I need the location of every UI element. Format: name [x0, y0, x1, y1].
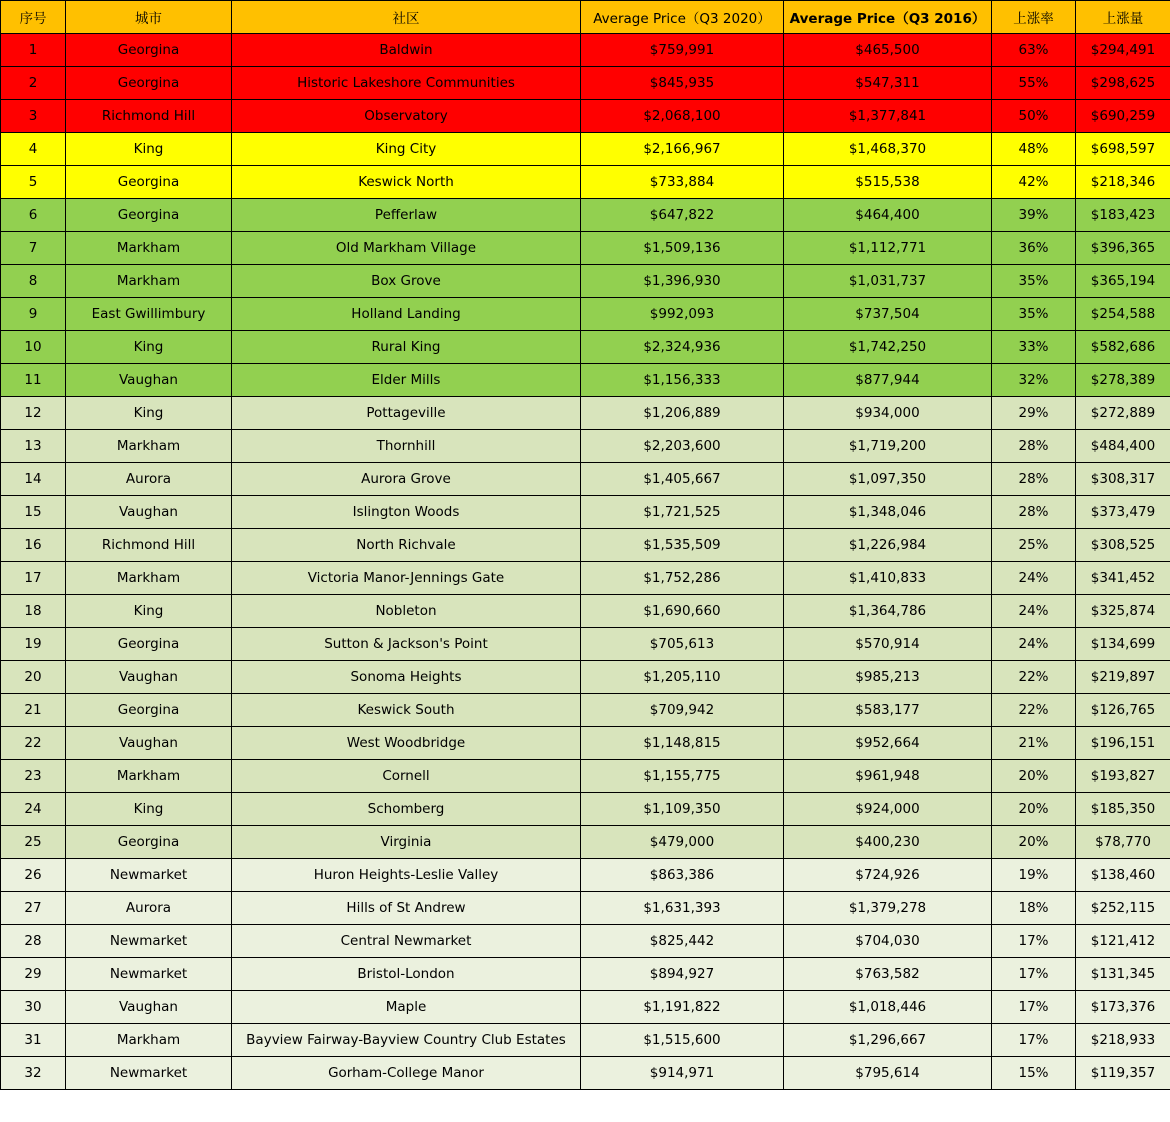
- cell-city: Markham: [66, 1024, 232, 1057]
- cell-city: Georgina: [66, 166, 232, 199]
- table-row: [1, 892, 1170, 925]
- cell-increase-rate: 25%: [992, 529, 1076, 562]
- cell-increase-amount: $138,460: [1076, 859, 1170, 892]
- cell-price-2016: $1,226,984: [784, 529, 992, 562]
- cell-price-2016: $763,582: [784, 958, 992, 991]
- cell-price-2016: $570,914: [784, 628, 992, 661]
- cell-community: Holland Landing: [232, 298, 581, 331]
- cell-price-2016: $934,000: [784, 397, 992, 430]
- cell-city: Markham: [66, 562, 232, 595]
- cell-price-2020: $845,935: [581, 67, 784, 100]
- cell-price-2020: $894,927: [581, 958, 784, 991]
- cell-city: King: [66, 595, 232, 628]
- cell-price-2020: $914,971: [581, 1057, 784, 1090]
- cell-community: Gorham-College Manor: [232, 1057, 581, 1090]
- cell-price-2020: $1,148,815: [581, 727, 784, 760]
- cell-rank: 3: [1, 100, 66, 133]
- header-price-2020: Average Price（Q3 2020）: [581, 1, 784, 34]
- cell-increase-rate: 15%: [992, 1057, 1076, 1090]
- table-row: [1, 826, 1170, 859]
- cell-increase-rate: 42%: [992, 166, 1076, 199]
- table-header: [1, 1, 1170, 34]
- cell-city: Newmarket: [66, 859, 232, 892]
- cell-increase-rate: 20%: [992, 826, 1076, 859]
- cell-price-2020: $1,156,333: [581, 364, 784, 397]
- header-increase-rate: 上涨率: [992, 1, 1076, 34]
- cell-price-2016: $1,410,833: [784, 562, 992, 595]
- cell-price-2016: $1,377,841: [784, 100, 992, 133]
- cell-increase-rate: 17%: [992, 925, 1076, 958]
- table-row: [1, 133, 1170, 166]
- cell-price-2016: $795,614: [784, 1057, 992, 1090]
- cell-rank: 9: [1, 298, 66, 331]
- cell-city: Vaughan: [66, 727, 232, 760]
- cell-increase-rate: 19%: [992, 859, 1076, 892]
- cell-price-2020: $2,203,600: [581, 430, 784, 463]
- cell-price-2020: $1,191,822: [581, 991, 784, 1024]
- cell-community: Rural King: [232, 331, 581, 364]
- cell-increase-rate: 29%: [992, 397, 1076, 430]
- cell-price-2016: $961,948: [784, 760, 992, 793]
- cell-community: Islington Woods: [232, 496, 581, 529]
- cell-price-2020: $825,442: [581, 925, 784, 958]
- cell-increase-rate: 50%: [992, 100, 1076, 133]
- cell-rank: 32: [1, 1057, 66, 1090]
- cell-price-2020: $759,991: [581, 34, 784, 67]
- cell-price-2020: $1,690,660: [581, 595, 784, 628]
- table-row: [1, 958, 1170, 991]
- cell-rank: 11: [1, 364, 66, 397]
- table-row: [1, 34, 1170, 67]
- cell-price-2016: $1,742,250: [784, 331, 992, 364]
- cell-rank: 7: [1, 232, 66, 265]
- cell-increase-amount: $185,350: [1076, 793, 1170, 826]
- cell-price-2016: $1,348,046: [784, 496, 992, 529]
- cell-price-2020: $863,386: [581, 859, 784, 892]
- cell-rank: 30: [1, 991, 66, 1024]
- cell-rank: 13: [1, 430, 66, 463]
- cell-price-2016: $985,213: [784, 661, 992, 694]
- table-row: [1, 265, 1170, 298]
- table-row: [1, 991, 1170, 1024]
- cell-price-2016: $1,018,446: [784, 991, 992, 1024]
- cell-price-2016: $515,538: [784, 166, 992, 199]
- cell-price-2020: $647,822: [581, 199, 784, 232]
- cell-rank: 8: [1, 265, 66, 298]
- cell-increase-amount: $272,889: [1076, 397, 1170, 430]
- cell-price-2016: $465,500: [784, 34, 992, 67]
- cell-rank: 28: [1, 925, 66, 958]
- cell-community: Bristol-London: [232, 958, 581, 991]
- cell-price-2016: $1,468,370: [784, 133, 992, 166]
- cell-increase-rate: 18%: [992, 892, 1076, 925]
- cell-price-2016: $737,504: [784, 298, 992, 331]
- cell-rank: 26: [1, 859, 66, 892]
- table-row: [1, 661, 1170, 694]
- cell-rank: 5: [1, 166, 66, 199]
- cell-price-2020: $1,405,667: [581, 463, 784, 496]
- table-row: [1, 166, 1170, 199]
- cell-city: Vaughan: [66, 364, 232, 397]
- cell-price-2016: $1,364,786: [784, 595, 992, 628]
- cell-increase-amount: $308,525: [1076, 529, 1170, 562]
- cell-city: Markham: [66, 760, 232, 793]
- header-increase-amount: 上涨量: [1076, 1, 1170, 34]
- cell-increase-amount: $173,376: [1076, 991, 1170, 1024]
- cell-community: Keswick South: [232, 694, 581, 727]
- cell-increase-amount: $582,686: [1076, 331, 1170, 364]
- cell-community: Victoria Manor-Jennings Gate: [232, 562, 581, 595]
- cell-city: Newmarket: [66, 925, 232, 958]
- cell-city: Georgina: [66, 694, 232, 727]
- table-row: [1, 694, 1170, 727]
- cell-community: Keswick North: [232, 166, 581, 199]
- cell-increase-rate: 28%: [992, 430, 1076, 463]
- cell-price-2020: $705,613: [581, 628, 784, 661]
- cell-community: Elder Mills: [232, 364, 581, 397]
- cell-price-2016: $1,097,350: [784, 463, 992, 496]
- cell-increase-amount: $134,699: [1076, 628, 1170, 661]
- table-row: [1, 496, 1170, 529]
- cell-increase-amount: $698,597: [1076, 133, 1170, 166]
- cell-price-2020: $1,631,393: [581, 892, 784, 925]
- cell-price-2020: $1,535,509: [581, 529, 784, 562]
- cell-price-2016: $400,230: [784, 826, 992, 859]
- cell-rank: 31: [1, 1024, 66, 1057]
- cell-city: Newmarket: [66, 1057, 232, 1090]
- cell-increase-amount: $131,345: [1076, 958, 1170, 991]
- cell-city: Newmarket: [66, 958, 232, 991]
- cell-price-2020: $1,205,110: [581, 661, 784, 694]
- cell-increase-amount: $193,827: [1076, 760, 1170, 793]
- cell-increase-amount: $196,151: [1076, 727, 1170, 760]
- cell-increase-rate: 17%: [992, 958, 1076, 991]
- cell-community: Thornhill: [232, 430, 581, 463]
- cell-increase-amount: $308,317: [1076, 463, 1170, 496]
- cell-rank: 12: [1, 397, 66, 430]
- cell-increase-rate: 39%: [992, 199, 1076, 232]
- cell-price-2016: $1,112,771: [784, 232, 992, 265]
- cell-increase-amount: $294,491: [1076, 34, 1170, 67]
- cell-city: Georgina: [66, 826, 232, 859]
- cell-community: Old Markham Village: [232, 232, 581, 265]
- cell-city: Georgina: [66, 199, 232, 232]
- cell-community: Maple: [232, 991, 581, 1024]
- cell-increase-amount: $365,194: [1076, 265, 1170, 298]
- cell-city: Georgina: [66, 34, 232, 67]
- cell-price-2020: $479,000: [581, 826, 784, 859]
- cell-price-2016: $724,926: [784, 859, 992, 892]
- table-row: [1, 628, 1170, 661]
- table-row: [1, 397, 1170, 430]
- cell-city: Georgina: [66, 67, 232, 100]
- header-price-2016: Average Price（Q3 2016）: [784, 1, 992, 34]
- cell-city: King: [66, 133, 232, 166]
- cell-increase-amount: $254,588: [1076, 298, 1170, 331]
- cell-price-2016: $1,296,667: [784, 1024, 992, 1057]
- cell-price-2020: $2,324,936: [581, 331, 784, 364]
- cell-community: Nobleton: [232, 595, 581, 628]
- cell-increase-rate: 33%: [992, 331, 1076, 364]
- cell-community: Huron Heights-Leslie Valley: [232, 859, 581, 892]
- cell-rank: 10: [1, 331, 66, 364]
- cell-rank: 23: [1, 760, 66, 793]
- cell-rank: 2: [1, 67, 66, 100]
- header-city: 城市: [66, 1, 232, 34]
- cell-increase-rate: 17%: [992, 1024, 1076, 1057]
- cell-price-2020: $1,396,930: [581, 265, 784, 298]
- cell-price-2020: $1,206,889: [581, 397, 784, 430]
- table-row: [1, 100, 1170, 133]
- cell-price-2020: $1,155,775: [581, 760, 784, 793]
- cell-price-2016: $464,400: [784, 199, 992, 232]
- cell-increase-amount: $121,412: [1076, 925, 1170, 958]
- cell-community: Cornell: [232, 760, 581, 793]
- cell-city: Aurora: [66, 892, 232, 925]
- cell-increase-rate: 17%: [992, 991, 1076, 1024]
- cell-rank: 18: [1, 595, 66, 628]
- cell-increase-amount: $484,400: [1076, 430, 1170, 463]
- cell-price-2016: $952,664: [784, 727, 992, 760]
- table-row: [1, 529, 1170, 562]
- cell-city: Markham: [66, 430, 232, 463]
- cell-rank: 20: [1, 661, 66, 694]
- cell-increase-rate: 48%: [992, 133, 1076, 166]
- cell-increase-rate: 28%: [992, 463, 1076, 496]
- cell-increase-amount: $298,625: [1076, 67, 1170, 100]
- cell-city: Aurora: [66, 463, 232, 496]
- cell-price-2016: $583,177: [784, 694, 992, 727]
- cell-increase-amount: $183,423: [1076, 199, 1170, 232]
- cell-rank: 17: [1, 562, 66, 595]
- cell-rank: 22: [1, 727, 66, 760]
- cell-price-2020: $2,068,100: [581, 100, 784, 133]
- cell-increase-rate: 20%: [992, 793, 1076, 826]
- cell-price-2020: $709,942: [581, 694, 784, 727]
- cell-community: North Richvale: [232, 529, 581, 562]
- cell-price-2016: $547,311: [784, 67, 992, 100]
- cell-increase-rate: 24%: [992, 595, 1076, 628]
- cell-increase-amount: $341,452: [1076, 562, 1170, 595]
- cell-increase-rate: 20%: [992, 760, 1076, 793]
- cell-community: Box Grove: [232, 265, 581, 298]
- cell-community: Bayview Fairway-Bayview Country Club Estates: [232, 1024, 581, 1057]
- table-row: [1, 1024, 1170, 1057]
- table-row: [1, 463, 1170, 496]
- cell-increase-amount: $119,357: [1076, 1057, 1170, 1090]
- table-row: [1, 1057, 1170, 1090]
- cell-community: Pefferlaw: [232, 199, 581, 232]
- cell-increase-rate: 28%: [992, 496, 1076, 529]
- cell-community: Observatory: [232, 100, 581, 133]
- cell-community: Pottageville: [232, 397, 581, 430]
- table-row: [1, 760, 1170, 793]
- header-community: 社区: [232, 1, 581, 34]
- cell-price-2016: $877,944: [784, 364, 992, 397]
- cell-increase-rate: 22%: [992, 661, 1076, 694]
- table-row: [1, 430, 1170, 463]
- cell-increase-rate: 24%: [992, 562, 1076, 595]
- cell-price-2016: $704,030: [784, 925, 992, 958]
- cell-price-2020: $1,509,136: [581, 232, 784, 265]
- cell-city: King: [66, 331, 232, 364]
- cell-increase-amount: $252,115: [1076, 892, 1170, 925]
- cell-increase-amount: $278,389: [1076, 364, 1170, 397]
- cell-community: Virginia: [232, 826, 581, 859]
- cell-rank: 21: [1, 694, 66, 727]
- cell-price-2020: $992,093: [581, 298, 784, 331]
- cell-community: Baldwin: [232, 34, 581, 67]
- cell-increase-rate: 32%: [992, 364, 1076, 397]
- cell-price-2016: $1,031,737: [784, 265, 992, 298]
- cell-rank: 6: [1, 199, 66, 232]
- cell-increase-amount: $373,479: [1076, 496, 1170, 529]
- cell-city: Vaughan: [66, 496, 232, 529]
- table-body: [1, 34, 1170, 1090]
- cell-rank: 25: [1, 826, 66, 859]
- cell-community: King City: [232, 133, 581, 166]
- cell-city: Markham: [66, 265, 232, 298]
- cell-increase-amount: $219,897: [1076, 661, 1170, 694]
- table-row: [1, 925, 1170, 958]
- cell-community: Schomberg: [232, 793, 581, 826]
- cell-increase-amount: $325,874: [1076, 595, 1170, 628]
- cell-price-2016: $1,379,278: [784, 892, 992, 925]
- table-row: [1, 298, 1170, 331]
- cell-increase-rate: 35%: [992, 298, 1076, 331]
- table-row: [1, 595, 1170, 628]
- cell-rank: 16: [1, 529, 66, 562]
- cell-city: Markham: [66, 232, 232, 265]
- cell-increase-amount: $218,346: [1076, 166, 1170, 199]
- cell-increase-amount: $690,259: [1076, 100, 1170, 133]
- cell-city: Georgina: [66, 628, 232, 661]
- cell-city: Richmond Hill: [66, 529, 232, 562]
- table-row: [1, 562, 1170, 595]
- cell-community: West Woodbridge: [232, 727, 581, 760]
- cell-increase-amount: $218,933: [1076, 1024, 1170, 1057]
- cell-city: King: [66, 793, 232, 826]
- cell-price-2020: $733,884: [581, 166, 784, 199]
- cell-rank: 1: [1, 34, 66, 67]
- cell-price-2016: $924,000: [784, 793, 992, 826]
- table-row: [1, 727, 1170, 760]
- cell-price-2020: $1,515,600: [581, 1024, 784, 1057]
- cell-city: East Gwillimbury: [66, 298, 232, 331]
- cell-price-2016: $1,719,200: [784, 430, 992, 463]
- table-row: [1, 67, 1170, 100]
- cell-community: Aurora Grove: [232, 463, 581, 496]
- cell-rank: 27: [1, 892, 66, 925]
- cell-community: Historic Lakeshore Communities: [232, 67, 581, 100]
- header-rank: 序号: [1, 1, 66, 34]
- cell-increase-rate: 55%: [992, 67, 1076, 100]
- cell-rank: 19: [1, 628, 66, 661]
- table-row: [1, 364, 1170, 397]
- cell-price-2020: $1,109,350: [581, 793, 784, 826]
- cell-increase-amount: $396,365: [1076, 232, 1170, 265]
- table-row: [1, 232, 1170, 265]
- cell-city: King: [66, 397, 232, 430]
- cell-community: Hills of St Andrew: [232, 892, 581, 925]
- cell-community: Sonoma Heights: [232, 661, 581, 694]
- cell-city: Vaughan: [66, 991, 232, 1024]
- cell-community: Sutton & Jackson's Point: [232, 628, 581, 661]
- cell-rank: 14: [1, 463, 66, 496]
- cell-rank: 24: [1, 793, 66, 826]
- cell-rank: 15: [1, 496, 66, 529]
- cell-price-2020: $1,752,286: [581, 562, 784, 595]
- cell-increase-rate: 36%: [992, 232, 1076, 265]
- cell-increase-rate: 21%: [992, 727, 1076, 760]
- cell-price-2020: $1,721,525: [581, 496, 784, 529]
- cell-increase-amount: $126,765: [1076, 694, 1170, 727]
- cell-city: Vaughan: [66, 661, 232, 694]
- cell-city: Richmond Hill: [66, 100, 232, 133]
- table-row: [1, 859, 1170, 892]
- cell-community: Central Newmarket: [232, 925, 581, 958]
- cell-increase-rate: 63%: [992, 34, 1076, 67]
- cell-increase-rate: 22%: [992, 694, 1076, 727]
- table-row: [1, 793, 1170, 826]
- cell-increase-amount: $78,770: [1076, 826, 1170, 859]
- cell-price-2020: $2,166,967: [581, 133, 784, 166]
- cell-rank: 29: [1, 958, 66, 991]
- table-row: [1, 199, 1170, 232]
- table-row: [1, 331, 1170, 364]
- header-row: [1, 1, 1170, 34]
- cell-increase-rate: 35%: [992, 265, 1076, 298]
- cell-increase-rate: 24%: [992, 628, 1076, 661]
- cell-rank: 4: [1, 133, 66, 166]
